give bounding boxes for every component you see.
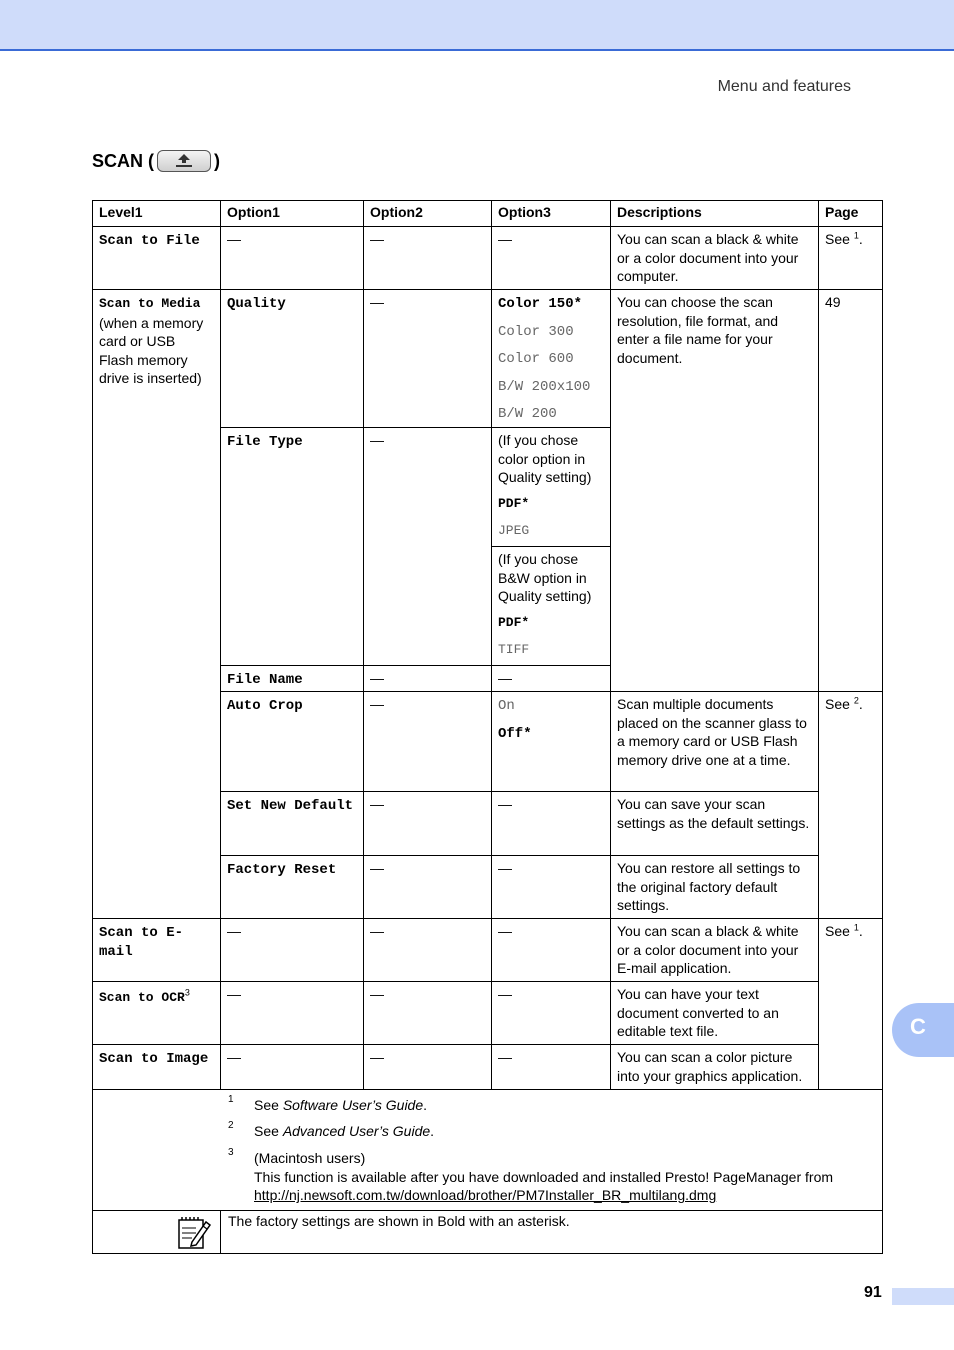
note-pencil-icon xyxy=(176,1214,212,1255)
file-type-option: PDF* xyxy=(498,495,530,511)
page-scan-to-media: 49 xyxy=(825,294,841,310)
footnote-text: . xyxy=(430,1123,435,1139)
desc-scan-to-ocr: You can have your text document converted to an editable text file. xyxy=(617,986,779,1040)
footnote-number: 2 xyxy=(228,1120,234,1131)
level1-scan-to-image: Scan to Image xyxy=(99,1051,209,1067)
footnote-text: (Macintosh users) xyxy=(254,1150,366,1166)
option1-dash: — xyxy=(227,231,241,247)
auto-crop-option: On xyxy=(498,698,515,714)
option2-dash: — xyxy=(370,294,384,310)
page-see: See xyxy=(825,696,850,712)
option1-set-new-default: Set New Default xyxy=(227,798,354,814)
footnote-text: See xyxy=(254,1123,283,1139)
option2-dash: — xyxy=(370,796,384,812)
col-header-descriptions: Descriptions xyxy=(617,204,702,220)
col-header-option3: Option3 xyxy=(498,204,551,220)
option2-dash: — xyxy=(370,923,384,939)
footnote-ref: 1 xyxy=(853,230,859,241)
option3-dash: — xyxy=(498,670,512,686)
option3-dash: — xyxy=(498,923,512,939)
option2-dash: — xyxy=(370,860,384,876)
file-type-option: JPEG xyxy=(498,523,530,539)
col-header-level1: Level1 xyxy=(99,204,143,220)
option2-dash: — xyxy=(370,1049,384,1065)
footnote-ref: 1 xyxy=(853,922,859,933)
footnote-text: This function is available after you have downloaded and installed Presto! PageManager from xyxy=(254,1168,834,1185)
page-scan-to-file xyxy=(818,227,882,249)
quality-option: B/W 200 xyxy=(498,406,557,422)
quality-option: B/W 200x100 xyxy=(498,378,591,395)
desc-scan-to-file: You can scan a black & white or a color document into your computer. xyxy=(617,231,799,285)
page-period: . xyxy=(858,696,863,712)
scan-key-icon xyxy=(157,150,211,172)
level1-scan-to-media xyxy=(92,290,220,388)
note-text: The factory settings are shown in Bold with an asterisk. xyxy=(228,1213,570,1229)
desc-auto-crop: Scan multiple documents placed on the scanner glass to a memory card or USB Flash memory drive one at a time. xyxy=(617,696,807,768)
file-type-bw-group xyxy=(491,547,610,669)
auto-crop-options xyxy=(491,694,610,752)
top-banner xyxy=(0,0,954,51)
chapter-tab xyxy=(892,1003,954,1057)
footnote-title: Software User’s Guide xyxy=(282,1097,424,1113)
col-header-option2: Option2 xyxy=(370,204,423,220)
option3-dash: — xyxy=(498,796,512,812)
section-title xyxy=(92,150,220,172)
footnote-2 xyxy=(254,1122,434,1141)
footnote-number: 1 xyxy=(228,1094,234,1105)
footnote-text: See xyxy=(254,1097,283,1113)
page-period: . xyxy=(858,923,863,939)
page-number-bar xyxy=(892,1288,954,1305)
option1-dash: — xyxy=(227,1049,241,1065)
desc-scan-to-image: You can scan a color picture into your graphics application. xyxy=(617,1049,803,1084)
file-type-bw-note: (If you chose B&W option in Quality setting) xyxy=(498,551,592,605)
option2-dash: — xyxy=(370,986,384,1002)
level1-scan-to-media-label: Scan to Media xyxy=(99,296,201,311)
page-auto-crop xyxy=(818,692,882,714)
footnote-3 xyxy=(254,1149,876,1205)
level1-scan-to-ocr xyxy=(92,984,220,1008)
file-type-color-group xyxy=(491,428,610,550)
file-type-color-note: (If you chose color option in Quality setting) xyxy=(498,432,592,486)
chapter-tab-label: C xyxy=(910,1014,926,1039)
desc-scan-to-email: You can scan a black & white or a color document into your E-mail application. xyxy=(617,923,799,977)
option2-dash: — xyxy=(370,670,384,686)
footnote-ref: 3 xyxy=(184,987,190,998)
option1-quality: Quality xyxy=(227,296,286,312)
option1-dash: — xyxy=(227,923,241,939)
option1-auto-crop: Auto Crop xyxy=(227,698,303,714)
option1-factory-reset: Factory Reset xyxy=(227,862,337,878)
option2-dash: — xyxy=(370,696,384,712)
quality-options xyxy=(491,292,610,433)
desc-set-new-default: You can save your scan settings as the default settings. xyxy=(617,796,810,831)
quality-option: Color 600 xyxy=(498,351,574,367)
page-number: 91 xyxy=(864,1284,882,1301)
page-period: . xyxy=(858,231,863,247)
desc-scan-to-media: You can choose the scan resolution, file format, and enter a file name for your document. xyxy=(617,294,779,366)
presto-download-link[interactable]: http://nj.newsoft.com.tw/download/brother/PM7Installer_BR_multilang.dmg xyxy=(254,1187,717,1204)
level1-scan-to-file: Scan to File xyxy=(99,233,200,249)
col-header-page: Page xyxy=(825,204,859,220)
footnote-ref: 2 xyxy=(853,695,859,706)
page-scan-to-email xyxy=(818,919,882,941)
footnote-text: . xyxy=(423,1097,428,1113)
option3-dash: — xyxy=(498,986,512,1002)
auto-crop-option: Off* xyxy=(498,725,532,742)
option2-dash: — xyxy=(370,432,384,448)
quality-option: Color 150* xyxy=(498,296,583,312)
running-header: Menu and features xyxy=(717,78,851,95)
level1-scan-to-ocr-label: Scan to OCR xyxy=(99,990,185,1005)
section-title-text: SCAN ( xyxy=(92,150,154,171)
quality-option: Color 300 xyxy=(498,323,574,340)
col-header-option1: Option1 xyxy=(227,204,280,220)
footnote-title: Advanced User’s Guide xyxy=(282,1123,431,1139)
desc-factory-reset: You can restore all settings to the original factory default settings. xyxy=(617,860,801,914)
option1-file-type: File Type xyxy=(227,434,303,450)
option3-dash: — xyxy=(498,860,512,876)
option2-dash: — xyxy=(370,231,384,247)
section-title-close: ) xyxy=(214,150,220,171)
page-see: See xyxy=(825,923,850,939)
footnote-1 xyxy=(254,1096,427,1115)
option3-dash: — xyxy=(498,231,512,247)
option1-dash: — xyxy=(227,986,241,1002)
file-type-option: TIFF xyxy=(498,642,530,658)
footnote-number: 3 xyxy=(228,1147,234,1158)
level1-scan-to-media-note: (when a memory card or USB Flash memory drive is inserted) xyxy=(99,314,204,387)
page-see: See xyxy=(825,231,850,247)
file-type-option: PDF* xyxy=(498,614,530,630)
level1-scan-to-email: Scan to E-mail xyxy=(99,925,184,960)
option3-dash: — xyxy=(498,1049,512,1065)
option1-file-name: File Name xyxy=(227,672,303,688)
